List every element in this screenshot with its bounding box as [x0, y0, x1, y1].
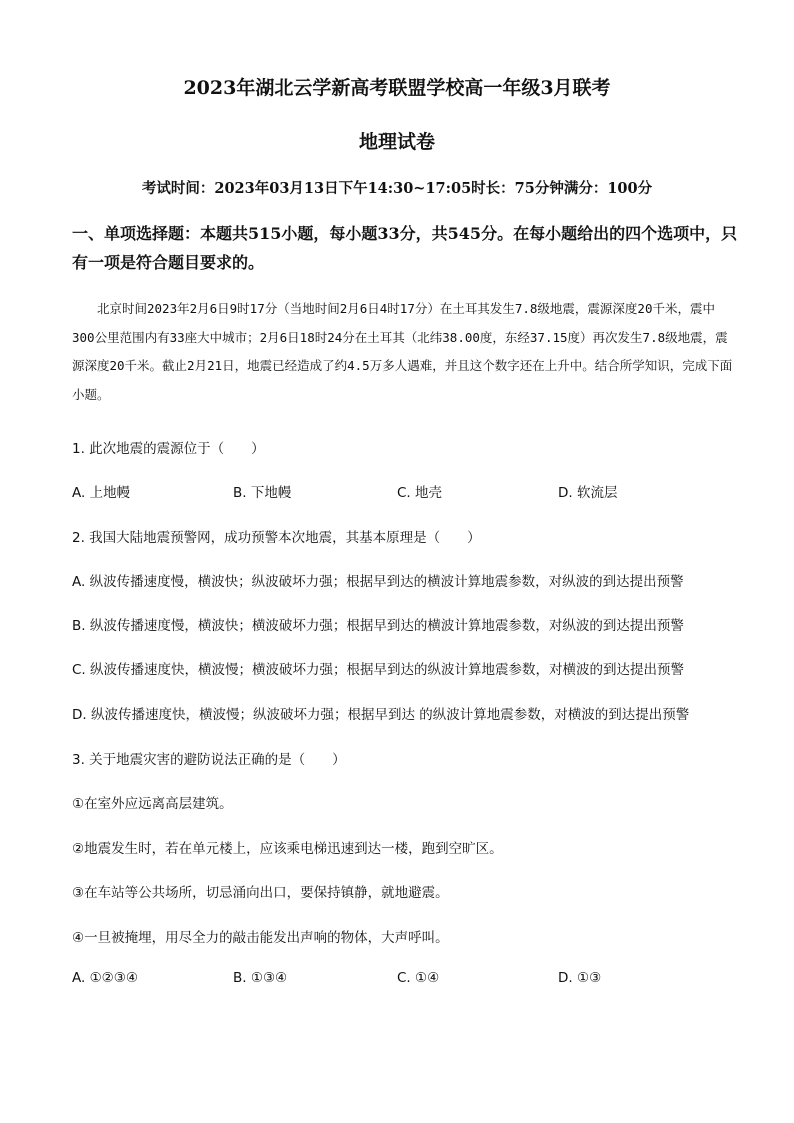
exam-title: 2023年湖北云学新高考联盟学校高一年级3月联考 — [183, 77, 611, 99]
question-3-statement-2: ②地震发生时，若在单元楼上，应该乘电梯迅速到达一楼，跑到空旷区。 — [72, 841, 503, 857]
exam-info: 考试时间：2023年03月13日下午14:30~17:05时长：75分钟满分：100分 — [141, 180, 653, 197]
question-2-choice-d: D. 纵波传播速度快，横波慢；纵波破坏力强；根据早到达 的纵波计算地震参数，对横波的到达提出预警 — [72, 707, 690, 723]
question-1-stem: 1. 此次地震的震源位于（ ） — [72, 441, 265, 457]
question-3-option-d: D. ①③ — [558, 970, 602, 986]
question-3-statement-1: ①在室外应远离高层建筑。 — [72, 796, 233, 812]
question-3-stem: 3. 关于地震灾害的避防说法正确的是（ ） — [72, 752, 346, 768]
section-heading: 一、单项选择题：本题共515小题，每小题33分，共545分。在每小题给出的四个选项中，只有一项是符合题目要求的。 — [72, 224, 738, 272]
question-3-option-c: C. ①④ — [397, 970, 440, 986]
question-1-option-a: A. 上地幔 — [72, 485, 131, 501]
question-1-option-d: D. 软流层 — [558, 485, 618, 501]
question-1-option-c: C. 地壳 — [397, 485, 443, 501]
question-2-stem: 2. 我国大陆地震预警网，成功预警本次地震，其基本原理是（ ） — [72, 530, 481, 546]
question-3-statement-4: ④一旦被掩埋，用尽全力的敲击能发出声响的物体，大声呼叫。 — [72, 930, 449, 946]
question-3-statement-3: ③在车站等公共场所，切忌涌向出口，要保持镇静，就地避震。 — [72, 885, 449, 901]
subject-title: 地理试卷 — [358, 131, 435, 153]
question-3-option-a: A. ①②③④ — [72, 970, 138, 986]
question-1-option-b: B. 下地幔 — [233, 485, 292, 501]
question-2-choice-c: C. 纵波传播速度快，横波慢；横波破坏力强；根据早到达的纵波计算地震参数，对横波的到达提出预警 — [72, 662, 685, 678]
question-2-choice-a: A. 纵波传播速度慢，横波快；纵波破坏力强；根据早到达的横波计算地震参数，对纵波的到达提出预警 — [72, 574, 684, 590]
question-3-option-b: B. ①③④ — [233, 970, 288, 986]
question-2-choice-b: B. 纵波传播速度慢，横波快；横波破坏力强；根据早到达的横波计算地震参数，对纵波的到达提出预警 — [72, 618, 684, 634]
reading-passage: 北京时间2023年2月6日9时17分（当地时间2月6日4时17分）在土耳其发生7.8级地震，震源深度20千米，震中300公里范围内有33座大中城市；2月6日18时24分在土耳其（北纬38.00度，东经37.15度）再次发生7.8级地震，震源深度20千米。截止2月21日，地震已经造成了约4.5万多人遇难，并且这个数字还在上升中。结合所学知识，完成下面小题。 — [72, 301, 733, 402]
